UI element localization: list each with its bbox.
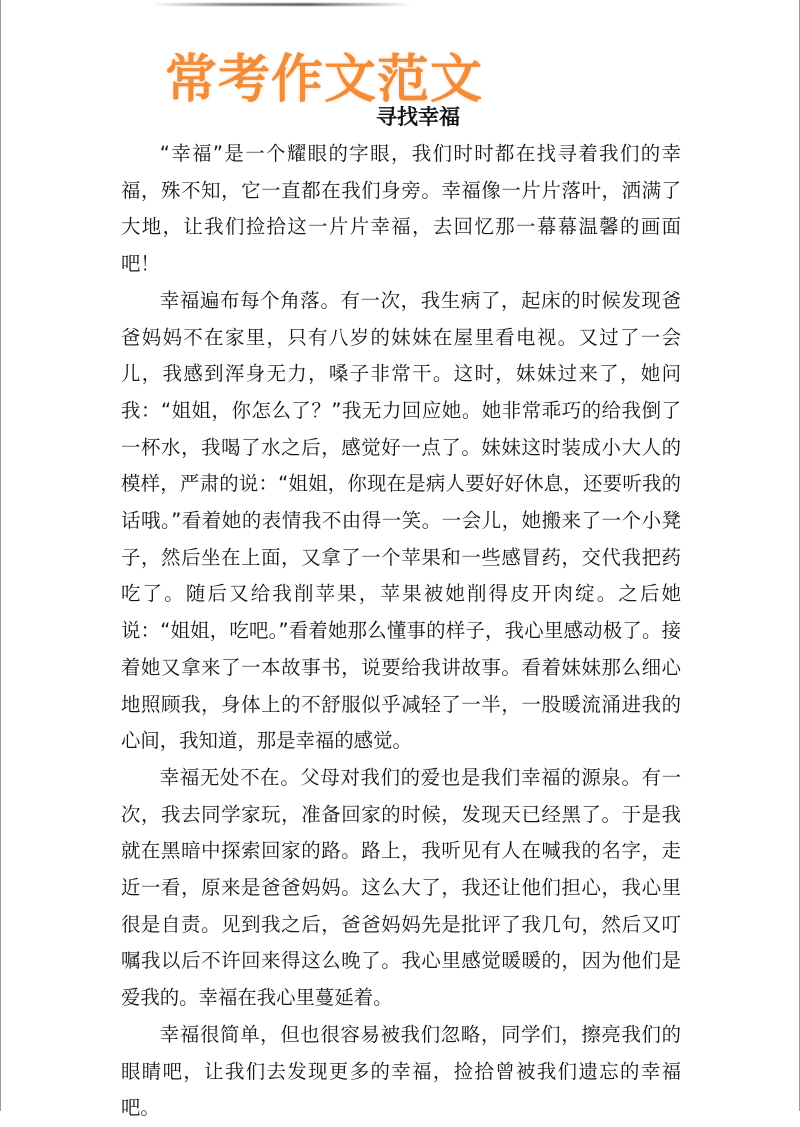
banner-heading: 常考作文范文 — [165, 50, 484, 110]
essay-body — [121, 136, 681, 1127]
paragraph-parents: 幸福无处不在。父母对我们的爱也是我们幸福的源泉。有一次，我去同学家玩，准备回家的时候，发现天已经黑了。于是我就在黑暗中探索回家的路。路上，我听见有人在喊我的名字，走近一看，原来是爸爸妈妈。这么大了，我还让他们担心，我心里很是自责。见到我之后，爸爸妈妈先是批评了我几句，然后又叮嘱我以后不许回来得这么晚了。我心里感觉暖暖的，因为他们是爱我的。幸福在我心里蔓延着。 — [121, 765, 681, 1010]
scan-shadow — [151, 3, 411, 6]
paragraph-sister: 幸福遍布每个角落。有一次，我生病了，起床的时候发现爸爸妈妈不在家里，只有八岁的妹妹在屋里看电视。又过了一会儿，我感到浑身无力，嗓子非常干。这时，妹妹过来了，她问我：“姐姐，你怎么了？”我无力回应她。她非常乖巧的给我倒了一杯水，我喝了水之后，感觉好一点了。妹妹这时装成小大人的模样，严肃的说：“姐姐，你现在是病人要好好休息，还要听我的话哦。”看着她的表情我不由得一笑。一会儿，她搬来了一个小凳子，然后坐在上面，又拿了一个苹果和一些感冒药，交代我把药吃了。随后又给我削苹果，苹果被她削得皮开肉绽。之后她说：“姐姐，吃吧。”看着她那么懂事的样子，我心里感动极了。接着她又拿来了一本故事书，说要给我讲故事。看着妹妹那么细心地照顾我，身体上的不舒服似乎减轻了一半，一股暖流涌进我的心间，我知道，那是幸福的感觉。 — [121, 288, 681, 753]
essay-title: 寻找幸福 — [376, 105, 460, 129]
paragraph-intro: “幸福”是一个耀眼的字眼，我们时时都在找寻着我们的幸福，殊不知，它一直都在我们身旁。幸福像一片片落叶，洒满了大地，让我们捡拾这一片片幸福，去回忆那一幕幕温馨的画面吧！ — [121, 142, 681, 276]
paragraph-conclusion: 幸福很简单，但也很容易被我们忽略，同学们，擦亮我们的眼睛吧，让我们去发现更多的幸福，捡拾曾被我们遗忘的幸福吧。 — [121, 1022, 681, 1120]
